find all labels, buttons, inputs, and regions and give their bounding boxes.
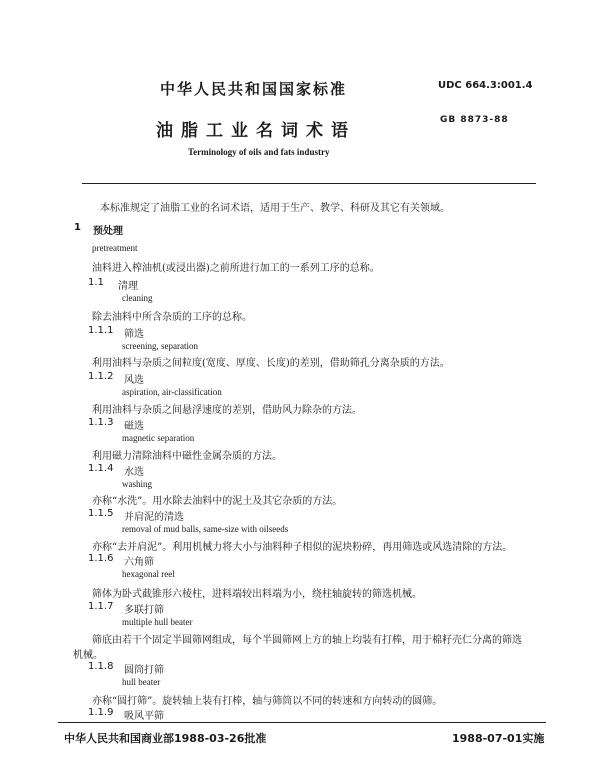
term-number: 1.1.4 — [88, 463, 114, 474]
term-zh: 并肩泥的清选 — [124, 512, 184, 523]
term-number: 1.1.5 — [88, 508, 114, 519]
udc-code: UDC 664.3:001.4 — [438, 80, 533, 91]
term-zh: 磁选 — [124, 421, 144, 432]
term-zh: 筛选 — [124, 329, 144, 340]
term-en: screening, separation — [122, 341, 198, 351]
header-divider — [82, 183, 536, 184]
term-definition: 利用磁力清除油料中磁性金属杂质的方法。 — [92, 451, 282, 462]
term-definition: 除去油料中所含杂质的工序的总称。 — [92, 312, 252, 323]
term-number: 1.1.2 — [88, 371, 114, 382]
term-en: aspiration, air-classification — [122, 387, 222, 397]
term-zh: 清理 — [118, 281, 138, 292]
term-zh: 吸风平筛 — [124, 711, 164, 722]
term-definition: 利用油料与杂质之间悬浮速度的差别，借助风力除杂的方法。 — [92, 405, 362, 416]
national-standard-heading: 中华人民共和国国家标准 — [160, 80, 348, 98]
term-definition: 亦称“水洗”。用水除去油料中的泥土及其它杂质的方法。 — [92, 496, 343, 507]
gb-number: GB 8873-88 — [440, 115, 509, 125]
section-definition: 油料进入榨油机(或浸出器)之前所进行加工的一系列工序的总称。 — [92, 263, 380, 274]
term-number: 1.1.8 — [88, 661, 114, 672]
term-en: washing — [122, 479, 152, 489]
term-definition: 亦称“圆打筛”。旋转轴上装有打棒，轴与筛筒以不同的转速和方向转动的圆筛。 — [92, 696, 443, 707]
term-en: hexagonal reel — [122, 569, 175, 579]
term-definition: 筛底由若干个固定半圆筛网组成，每个半圆筛网上方的轴上均装有打棒，用于棉籽壳仁分离的筛选 — [92, 635, 522, 646]
term-en: removal of mud balls, same-size with oilseeds — [122, 524, 289, 534]
term-definition: 利用油料与杂质之间粒度(宽度、厚度、长度)的差别，借助筛孔分离杂质的方法。 — [92, 358, 450, 369]
approval-statement: 中华人民共和国商业部1988-03-26批准 — [64, 732, 267, 745]
term-definition-continued: 机械。 — [73, 650, 103, 661]
footer-divider — [58, 722, 546, 723]
term-number: 1.1.6 — [88, 553, 114, 564]
section-term-en: pretreatment — [92, 243, 138, 253]
term-zh: 六角筛 — [124, 557, 154, 568]
term-definition: 筛体为卧式截锥形六棱柱，进料端较出料端为小，绕柱轴旋转的筛选机械。 — [92, 589, 422, 600]
implementation-date: 1988-07-01实施 — [452, 732, 545, 745]
document-title: 油脂工业名词术语 — [156, 121, 356, 141]
term-number: 1.1 — [88, 277, 104, 288]
term-definition: 亦称“去并肩泥”。利用机械力将大小与油料种子相似的泥块粉碎，再用筛选或风选清除的方法。 — [92, 542, 513, 553]
term-en: cleaning — [122, 293, 153, 303]
term-en: multiple hull beater — [122, 617, 193, 627]
section-title: 预处理 — [93, 226, 123, 237]
term-number: 1.1.3 — [88, 417, 114, 428]
term-zh: 风选 — [124, 375, 144, 386]
term-number: 1.1.9 — [88, 707, 114, 718]
section-number: 1 — [74, 222, 81, 233]
english-title: Terminology of oils and fats industry — [188, 147, 330, 157]
term-zh: 圆筒打筛 — [124, 665, 164, 676]
intro-paragraph: 本标准规定了油脂工业的名词术语，适用于生产、教学、科研及其它有关领域。 — [100, 203, 450, 214]
term-en: magnetic separation — [122, 433, 195, 443]
term-zh: 水选 — [124, 467, 144, 478]
term-en: hull beater — [122, 677, 161, 687]
term-zh: 多联打筛 — [124, 605, 164, 616]
term-number: 1.1.7 — [88, 601, 114, 612]
term-number: 1.1.1 — [88, 325, 114, 336]
